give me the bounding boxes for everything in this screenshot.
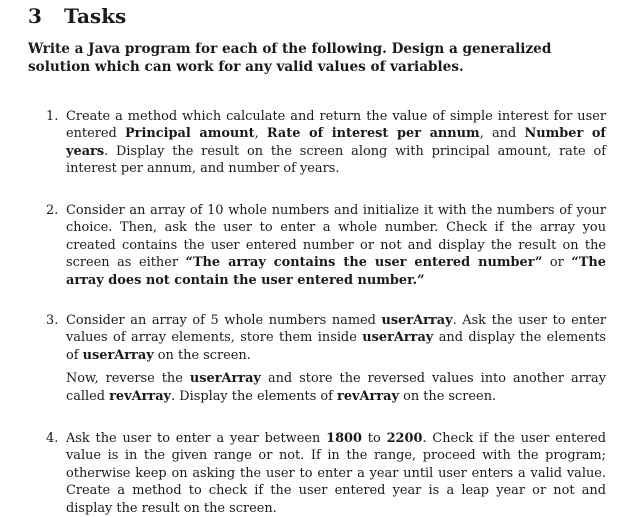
- task-text: Consider an array of 5 whole numbers named: [66, 313, 382, 328]
- task-text: Consider an array of 10 whole numbers and initialize it with the numbers of your choice. Then, ask the user to enter a whole number. Check if the array you created contains the user entered number or not and display the result on the screen as either: [66, 203, 606, 271]
- task-bold-term: revArray: [337, 388, 399, 404]
- task-paragraph: [66, 202, 606, 289]
- task-number: 4.: [46, 431, 59, 446]
- task-paragraph: [66, 430, 606, 517]
- task-bold-term: userArray: [362, 330, 434, 346]
- task-bold-term: userArray: [189, 371, 261, 387]
- task-bold-term: revArray: [109, 388, 172, 404]
- task-text: and display the elements of: [66, 330, 607, 363]
- task-bold-quote: “The array does not contain the user entered number.”: [66, 255, 606, 288]
- task-item-1: [46, 108, 606, 178]
- task-text: . Display the result on the screen along with principal amount, rate of interest per annum, and number of years.: [66, 143, 606, 177]
- task-bold-term: userArray: [381, 313, 453, 328]
- task-body: [66, 108, 606, 178]
- section-heading: [28, 4, 126, 28]
- section-title: Tasks: [64, 4, 127, 28]
- task-number: 1.: [46, 109, 59, 124]
- task-text: ,: [254, 126, 267, 142]
- task-bold-term: Principal amount: [124, 126, 255, 142]
- task-body: [66, 312, 606, 405]
- task-text: . Ask the user to enter values of array elements, store them inside: [66, 313, 606, 346]
- task-item-3: [46, 312, 606, 405]
- task-text: on the screen.: [398, 388, 497, 404]
- task-text: and store the reversed values into another array called: [66, 371, 607, 404]
- intro-paragraph: Write a Java program for each of the following. Design a generalized solution which can work for any valid values of variables.: [28, 41, 552, 75]
- task-text: Now, reverse the: [66, 371, 190, 387]
- task-text: Ask the user to enter a year between: [66, 431, 327, 446]
- task-item-2: [46, 202, 606, 289]
- task-text: Create a method which calculate and return the value of simple interest for user entered: [66, 109, 606, 142]
- task-bold-term: Rate of interest per annum: [266, 126, 480, 142]
- section-number: 3: [28, 4, 42, 28]
- task-number: 2.: [46, 203, 59, 218]
- task-text: . Check if the user entered value is in the given range or not. If in the range, proceed with the program; otherwise keep on asking the user to enter a year until user enters a valid value. Create a method to check if the user entered year is a leap year or not and display the result on the screen.: [66, 431, 607, 516]
- task-paragraph: [66, 312, 606, 364]
- task-paragraph: [66, 108, 606, 178]
- task-bold-term: 2200: [386, 431, 423, 446]
- task-bold-term: userArray: [82, 347, 154, 363]
- task-number: 3.: [46, 313, 59, 328]
- task-body: [66, 430, 606, 517]
- task-body: [66, 202, 606, 289]
- task-bold-term: Number of years: [66, 126, 606, 159]
- task-text: or: [542, 255, 572, 271]
- task-bold-quote: “The array contains the user entered number”: [185, 255, 543, 271]
- task-text: , and: [479, 126, 525, 142]
- task-bold-term: 1800: [326, 431, 362, 446]
- task-paragraph: [66, 370, 606, 405]
- task-text: . Display the elements of: [171, 388, 338, 404]
- task-text: on the screen.: [153, 347, 251, 363]
- task-item-4: [46, 430, 606, 517]
- task-text: to: [361, 431, 387, 446]
